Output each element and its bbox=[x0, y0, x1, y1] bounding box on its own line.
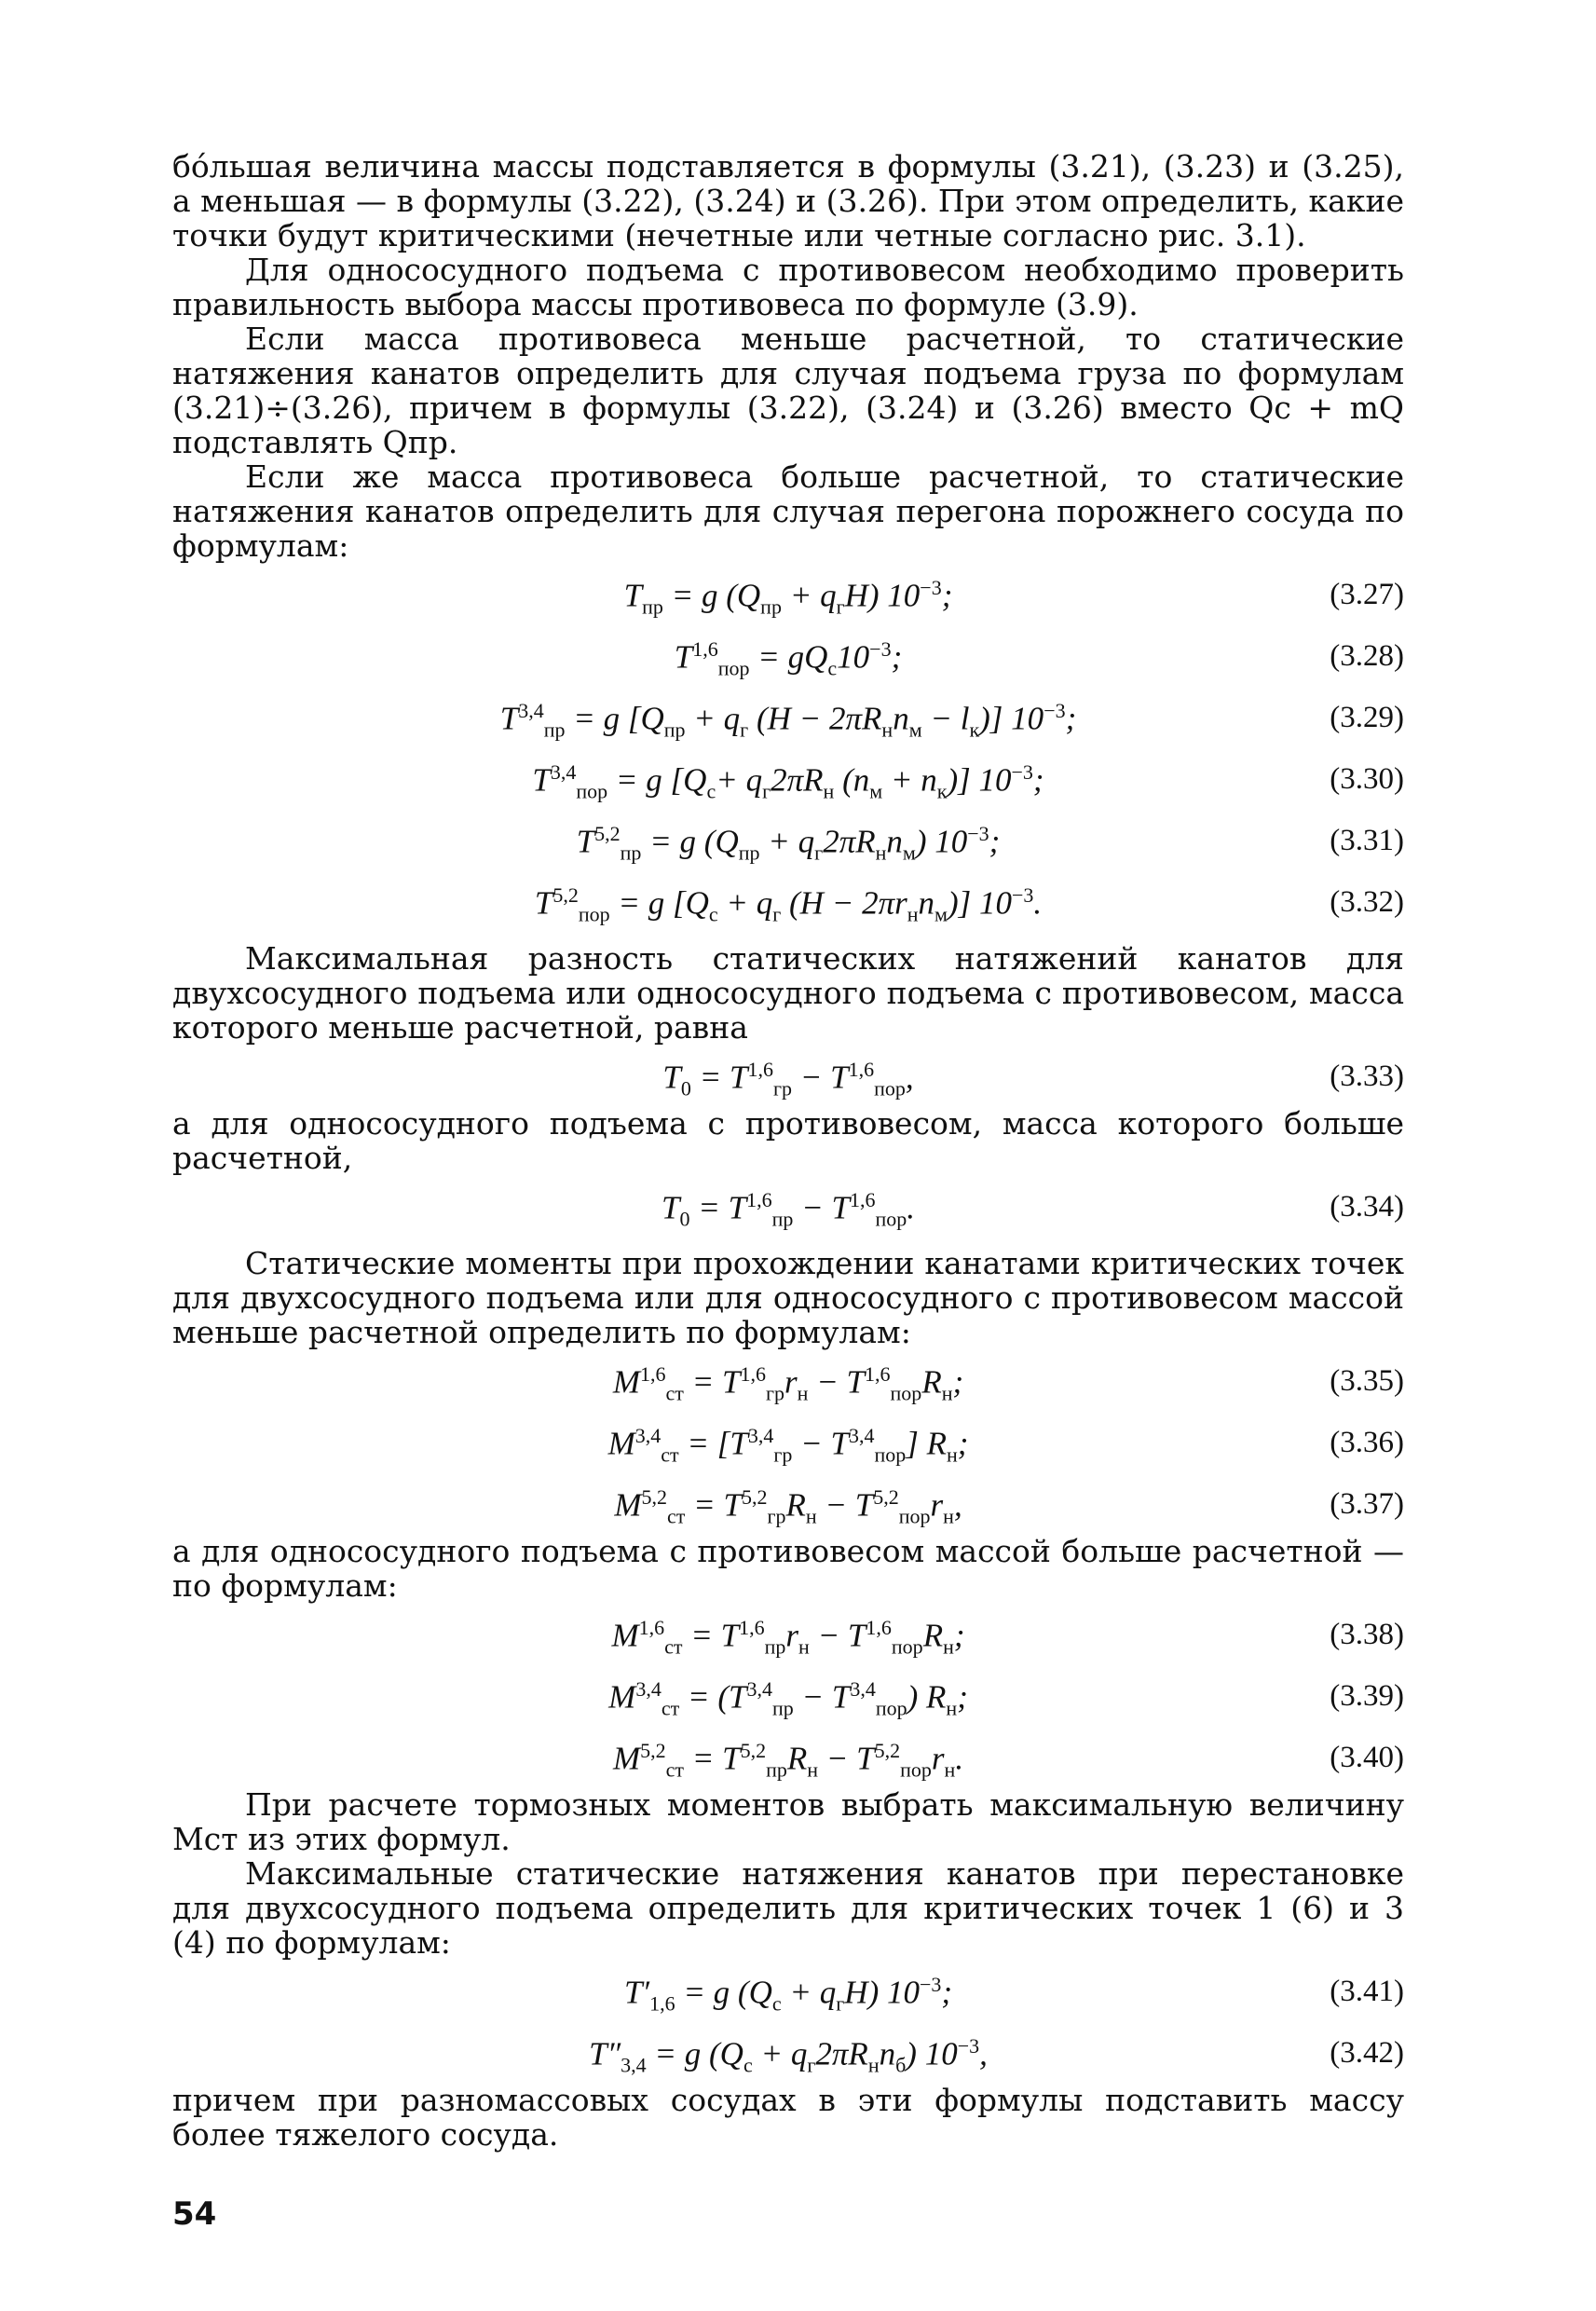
formula-3-39: $M^{3,4}_{ст} = (T^{3,4}_{пр} - T^{3,4}_{пор})$ $R_н$; (3.39) bbox=[608, 1677, 1404, 1720]
formula-3-31: T$^{5,2}_{пр}$ = g $(Q_{пр} + q_г2\pi R_нn_м)$ $10^{-3}$; (3.31) bbox=[576, 822, 1404, 865]
paragraph-mass-choice: бóльшая величина массы подставляется в формулы (3.21), (3.23) и (3.25), а меньшая — в формулы (3.22), (3.24) и (3.26). При этом определить, какие точки будут критическими (нечетные или четные согласно рис. 3.1). bbox=[172, 148, 1404, 253]
paragraph-braking-moments: При расчете тормозных моментов выбрать максимальную величину Mст из этих формул. bbox=[172, 1786, 1404, 1857]
paragraph-static-moments: Статические моменты при прохождении канатами критических точек для двухсосудного подъема или для однососудного с противовесом массой меньше расчетной определить по формулам: bbox=[172, 1245, 1404, 1350]
formula-3-37: $M^{5,2}_{ст} = T^{5,2}_{гр}R_н - T^{5,2}_{пор}r_н$, (3.37) bbox=[614, 1485, 1404, 1528]
formula-3-29: T$^{3,4}_{пр}$ = g [$Q_{пр} + q_г$ $(H - 2\pi R_нn_м - l_к)$] $10^{-3}$; (3.29) bbox=[499, 699, 1404, 742]
equation-number: (3.28) bbox=[1330, 639, 1404, 673]
formula-3-30: T$^{3,4}_{пор}$ = g [$Q_с+ q_г2\pi R_н$ $(n_м + n_к)$] $10^{-3}$; (3.30) bbox=[532, 760, 1404, 803]
text-column bbox=[172, 149, 1404, 2152]
formula-3-36: $M^{3,4}_{ст} = [T^{3,4}_{гр} - T^{3,4}_{пор}]$ $R_н$; (3.36) bbox=[607, 1424, 1404, 1467]
paragraph-max-tension-rearrangement: Максимальные статические натяжения канатов при перестановке для двухсосудного подъема определить для критических точек 1 (6) и 3 (4) по формулам: bbox=[172, 1855, 1404, 1961]
equation-number: (3.39) bbox=[1330, 1679, 1404, 1713]
formula-3-40: $M^{5,2}_{ст} = T^{5,2}_{пр}R_н - T^{5,2}_{пор}r_н$. (3.40) bbox=[612, 1739, 1404, 1782]
equation-number: (3.41) bbox=[1330, 1975, 1404, 2008]
formula-3-35: $M^{1,6}_{ст} = T^{1,6}_{гр}r_н - T^{1,6}_{пор}R_н$; (3.35) bbox=[612, 1362, 1404, 1405]
paragraph-counterweight-less: Если масса противовеса меньше расчетной, то статические натяжения канатов определить для случая подъема груза по формулам (3.21)÷(3.26), причем в формулы (3.22), (3.24) и (3.26) вместо Qс + mQ подставлять Qпр. bbox=[172, 321, 1404, 460]
paragraph-heavier-vessel: причем при разномассовых сосудах в эти формулы подставить массу более тяжелого сосуда. bbox=[172, 2082, 1404, 2153]
equation-number: (3.38) bbox=[1330, 1618, 1404, 1651]
equation-number: (3.42) bbox=[1330, 2036, 1404, 2070]
page-number: 54 bbox=[172, 2195, 217, 2233]
equation-number: (3.29) bbox=[1330, 701, 1404, 734]
equation-number: (3.27) bbox=[1330, 578, 1404, 611]
formula-3-33: $T_0 = T^{1,6}_{гр} - T^{1,6}_{пор}$, (3.33) bbox=[662, 1058, 1404, 1101]
equation-number: (3.33) bbox=[1330, 1060, 1404, 1093]
paragraph-counterweight-check: Для однососудного подъема с противовесом необходимо проверить правильность выбора массы противовеса по формуле (3.9). bbox=[172, 252, 1404, 322]
formula-3-34: $T_0 = T^{1,6}_{пр} - T^{1,6}_{пор}$. (3.34) bbox=[662, 1188, 1404, 1231]
paragraph-static-moments-heavier: а для однососудного подъема с противовесом массой больше расчетной — по формулам: bbox=[172, 1533, 1404, 1604]
equation-number: (3.37) bbox=[1330, 1487, 1404, 1521]
equation-number: (3.34) bbox=[1330, 1190, 1404, 1224]
paragraph-max-difference: Максимальная разность статических натяжений канатов для двухсосудного подъема или однососудного подъема с противовесом, масса которого меньше расчетной, равна bbox=[172, 940, 1404, 1046]
formula-3-41: $T'_{1,6} = g$ $(Q_с + q_гH)$ $10^{-3}$; (3.41) bbox=[623, 1973, 1404, 2016]
formula-3-27: $T_{пр} = g$ $(Q_{пр} + q_гH)$ $10^{-3}$; (3.27) bbox=[623, 576, 1404, 619]
equation-number: (3.35) bbox=[1330, 1364, 1404, 1398]
formula-3-28: $T^{1,6}_{пор} = gQ_с10^{-3}$; (3.28) bbox=[674, 637, 1404, 680]
equation-number: (3.31) bbox=[1330, 824, 1404, 857]
equation-number: (3.32) bbox=[1330, 885, 1404, 919]
paragraph-counterweight-more: Если же масса противовеса больше расчетной, то статические натяжения канатов определить для случая перегона порожнего сосуда по формулам: bbox=[172, 458, 1404, 564]
formula-3-42: $T''_{3,4} = g$ $(Q_с + q_г2\pi R_нn_б)$ $10^{-3}$, (3.42) bbox=[589, 2034, 1404, 2077]
equation-number: (3.36) bbox=[1330, 1426, 1404, 1459]
formula-3-38: $M^{1,6}_{ст} = T^{1,6}_{пр}r_н - T^{1,6}_{пор}R_н$; (3.38) bbox=[611, 1616, 1404, 1659]
paragraph-heavier-counterweight: а для однососудного подъема с противовесом, масса которого больше расчетной, bbox=[172, 1105, 1404, 1176]
equation-number: (3.40) bbox=[1330, 1741, 1404, 1774]
formula-3-32: T$^{5,2}_{пор}$ = g [$Q_с + q_г$ $(H - 2\pi r_нn_м)$] $10^{-3}$. (3.32) bbox=[534, 883, 1404, 926]
equation-number: (3.30) bbox=[1330, 762, 1404, 796]
